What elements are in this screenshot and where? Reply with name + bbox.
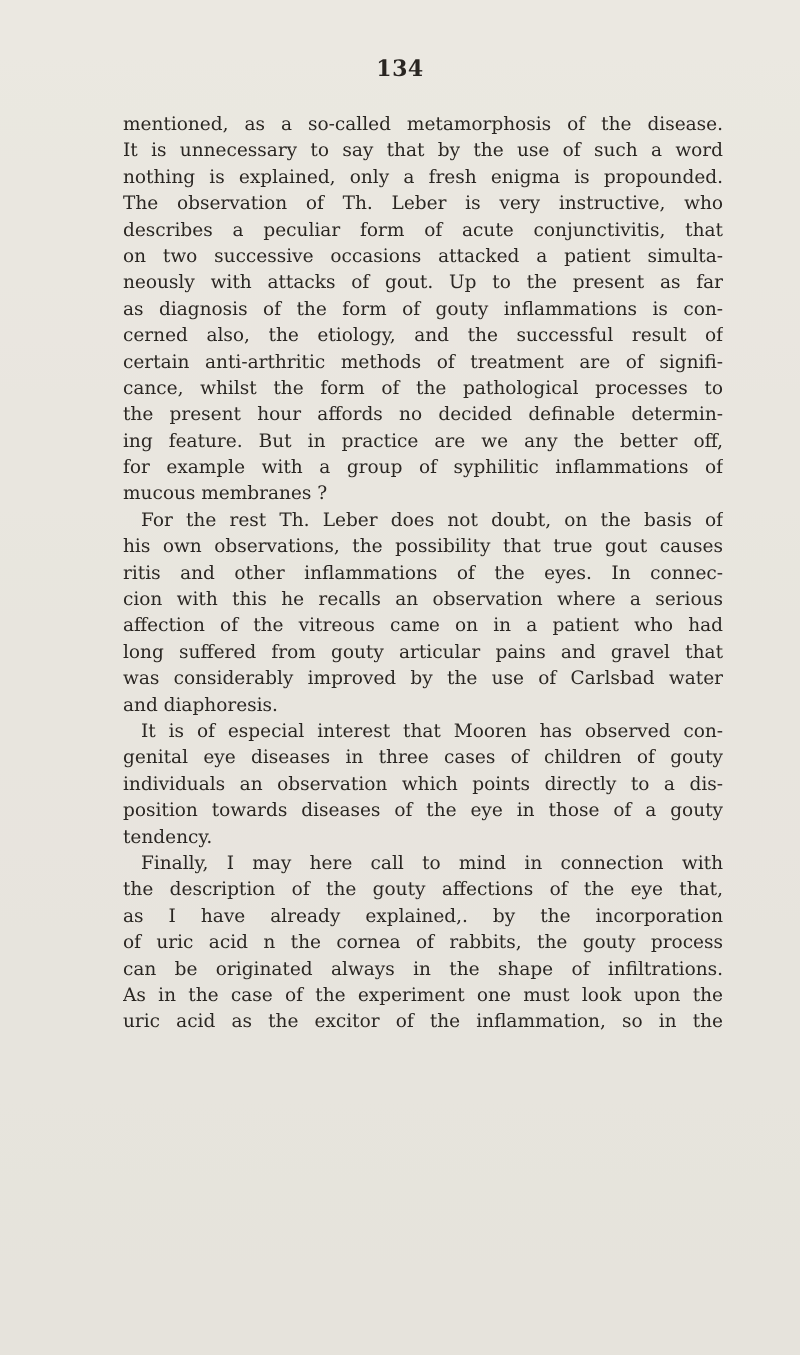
text-line: the description of the gouty affections of the eye that, [123, 879, 723, 901]
text-line: position towards diseases of the eye in those of a gouty [123, 800, 723, 822]
page-number: 134 [376, 56, 424, 82]
text-line: long suffered from gouty articular pains and gravel that [123, 641, 723, 663]
text-line: individuals an observation which points directly to a dis- [123, 773, 723, 795]
text-line: The observation of Th. Leber is very instructive, who [123, 193, 723, 215]
text-line: of uric acid n the cornea of rabbits, the gouty process [123, 932, 723, 954]
text-line: and diaphoresis. [123, 694, 278, 716]
text-line: ing feature. But in practice are we any the better off, [123, 430, 723, 452]
text-line: as diagnosis of the form of gouty inflammations is con- [123, 298, 723, 320]
text-line: mentioned, as a so-called metamorphosis of the disease. [123, 114, 723, 135]
text-line: as I have already explained,. by the incorporation [123, 905, 723, 927]
text-line: As in the case of the experiment one must look upon the [123, 984, 723, 1006]
body-text [123, 112, 723, 1036]
text-line: on two successive occasions attacked a patient simulta- [123, 245, 723, 267]
text-line: certain anti-arthritic methods of treatment are of signifi- [123, 351, 723, 373]
text-line: neously with attacks of gout. Up to the present as far [123, 272, 723, 294]
text-line: nothing is explained, only a fresh enigma is propounded. [123, 166, 723, 188]
text-line: For the rest Th. Leber does not doubt, on the basis of [141, 509, 723, 531]
text-line: uric acid as the excitor of the inflammation, so in the [123, 1011, 723, 1033]
text-line: describes a peculiar form of acute conjunctivitis, that [123, 219, 723, 241]
text-line: Finally, I may here call to mind in connection with [141, 852, 723, 874]
text-line: tendency. [123, 826, 213, 848]
text-line: affection of the vitreous came on in a patient who had [123, 615, 723, 637]
text-line: was considerably improved by the use of Carlsbad water [123, 668, 723, 690]
text-line: It is of especial interest that Mooren has observed con- [141, 720, 723, 742]
text-line: cion with this he recalls an observation where a serious [123, 589, 723, 611]
text-line: can be originated always in the shape of infiltrations. [123, 958, 723, 980]
text-line: cerned also, the etiology, and the successful result of [123, 325, 723, 347]
text-line: ritis and other inflammations of the eyes. In connec- [123, 562, 723, 584]
text-line: cance, whilst the form of the pathological processes to [123, 377, 723, 399]
text-line: genital eye diseases in three cases of children of gouty [123, 747, 723, 769]
text-line: It is unnecessary to say that by the use of such a word [123, 140, 723, 162]
text-line: mucous membranes ? [123, 483, 328, 505]
text-line: the present hour affords no decided definable determin- [123, 404, 723, 426]
text-line: his own observations, the possibility that true gout causes [123, 536, 723, 558]
text-line: for example with a group of syphilitic inflammations of [123, 457, 723, 479]
